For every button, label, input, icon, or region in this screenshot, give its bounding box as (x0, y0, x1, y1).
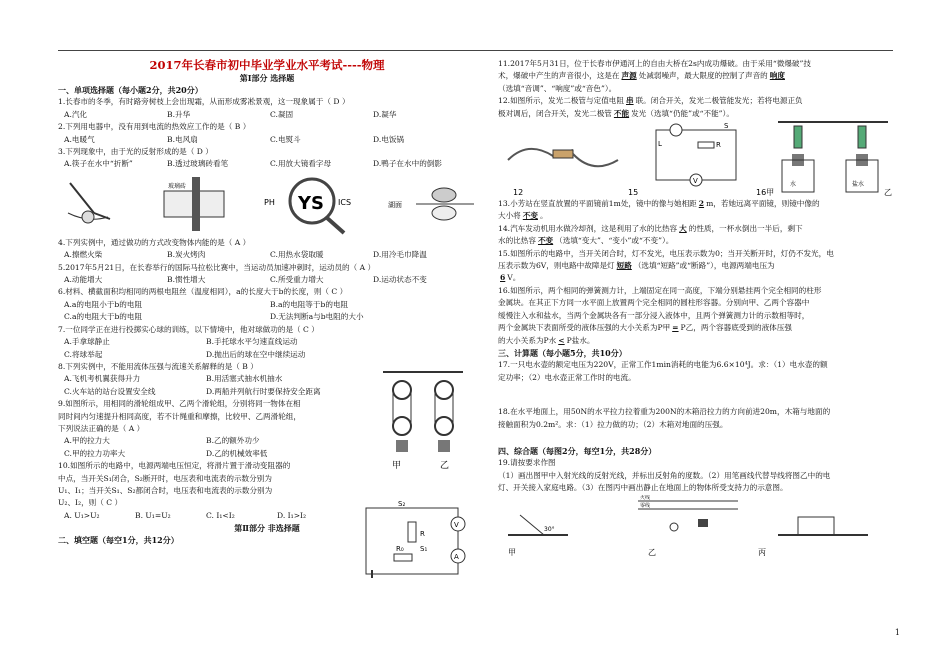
magnifier-figure (260, 173, 370, 235)
option: B.升华 (167, 109, 191, 119)
option: A. U₁>U₂ (64, 510, 100, 520)
q16-line4 (498, 322, 898, 334)
q4-options (58, 249, 476, 261)
q19-figures (498, 495, 898, 559)
option: B.惯性增大 (167, 275, 206, 285)
fig15-label: 15 (628, 188, 639, 198)
q14-answer1: 大 (679, 223, 687, 233)
option: B.乙的额外功少 (206, 436, 260, 446)
duck-reflection-figure (386, 173, 476, 235)
option: D.两船并列航行时要保持安全距离 (206, 386, 321, 396)
q11-answer1: 声源 (621, 71, 637, 81)
q3-options (58, 158, 476, 170)
q19-line2: （1）画出图甲中入射光线的反射光线，并标出反射角的度数。（2）用笔画线代替导线将图乙中的电 (498, 470, 831, 480)
q17-line1: 17.一只电水壶的额定电压为220V，正常工作1min消耗的电能为6.6×10⁴J。求：（1）电水壶的额 (498, 360, 828, 370)
q7-options-2 (58, 349, 348, 361)
header-rule (58, 50, 893, 51)
label-jia: 甲 (392, 461, 402, 471)
q10-line: 10.如图所示的电路中，电源两端电压恒定，将滑片置于滑动变阻器的 (58, 461, 291, 471)
q9-line: 同时间内匀速提升相同高度，若不计绳重和摩擦，比较甲、乙两滑轮组， (58, 411, 301, 421)
option: B.透过玻璃砖看笔 (167, 159, 229, 169)
letters-mid: YS (298, 192, 324, 214)
section1-heading: 一、单项选择题（每小题2分，共20分） (58, 85, 203, 95)
page-number: 1 (894, 628, 900, 637)
q2-options (58, 134, 476, 146)
q16-line: 金属块。在其正下方同一水平面上放置两个完全相同的圆柱形容器。分别向甲、乙两个容器中 (498, 298, 810, 308)
q11-line3: （选填“音调”、“响度”或“音色”）。 (498, 83, 617, 93)
q10-circuit-figure (358, 498, 473, 580)
fig19-jia: 甲 (508, 547, 516, 557)
q13-text: 。 (539, 211, 548, 221)
option: A.动能增大 (64, 275, 103, 285)
q15-text: 压表示数为6V，则电路中故障是灯 (498, 261, 615, 271)
q16-answer2: < (558, 335, 565, 345)
option: C.甲的拉力功率大 (64, 448, 126, 458)
option: C.所受重力增大 (270, 275, 324, 285)
q12-answer2: 不能 (613, 108, 630, 118)
q4-stem: 4.下列实例中，通过做功的方式改变物体内能的是（ A ） (58, 237, 251, 247)
option: C.a的电阻大于b的电阻 (64, 312, 143, 322)
q14-line2 (498, 235, 898, 247)
option: B.炭火烤肉 (167, 250, 206, 260)
q15-answer1: 短路 (616, 261, 632, 271)
letters-right: ICS (338, 197, 352, 207)
q11-text: 处减弱噪声，最大限度的控制了声音的 (638, 71, 768, 81)
q17-line2: 定功率；（2）电水壶正常工作时的电流。 (498, 372, 636, 382)
q15-line2 (498, 260, 898, 272)
resistor-r0-label: R₀ (396, 545, 404, 553)
q19-line1: 19.请按要求作图 (498, 458, 556, 468)
option: D.凝华 (373, 109, 397, 119)
q16-text: 的大小关系为P水 (498, 335, 557, 345)
q8-stem: 8.下列实例中，不能用流体压强与流速关系解释的是（ B ） (58, 361, 258, 371)
lamp-label: L (658, 140, 662, 149)
left-column (58, 58, 476, 561)
figures-12-15-16 (498, 120, 898, 198)
q15-text: （选填“短路”或“断路”），电源两端电压为 (633, 261, 775, 271)
q16-line5 (498, 335, 898, 347)
option: C.凝固 (270, 109, 294, 119)
option: D.运动状态不变 (373, 275, 427, 285)
option: D. I₁>I₂ (277, 510, 307, 520)
q8-options-2 (58, 386, 348, 398)
switch-label: S (724, 122, 729, 131)
q10-line: U₁、I₁；当开关S₁、S₂都闭合时，电压表和电流表的示数分别为 (58, 485, 273, 495)
q8-options (58, 373, 348, 385)
q10-line: 中点，当开关S₁闭合，S₂断开时，电压表和电流表的示数分别为 (58, 473, 272, 483)
q13-answer2: 不变 (522, 211, 538, 221)
q16-text: P乙，两个容器底受到的液体压强 (680, 323, 792, 333)
q7-stem: 7.一位同学正在进行投掷实心球的训练，以下情境中，他对球做功的是（ C ） (58, 324, 319, 334)
q14-text: 的性质，一杯水倒出一半后，剩下 (688, 223, 803, 233)
option: A.电暖气 (64, 134, 95, 144)
q13-line2 (498, 210, 898, 222)
q13-text: 13.小芳站在竖直放置的平面镜前1m处，镜中的像与她相距 (498, 199, 697, 209)
q12-text: 发光（选填“仍能”或“不能”）。 (631, 108, 734, 118)
pulley-figure (378, 368, 468, 476)
q18-line2: 接触面积为0.2m²。求：（1）拉力做的功；（2）木箱对地面的压强。 (498, 419, 728, 429)
figure-strip (498, 120, 898, 198)
exam-title: 2017年长春市初中毕业学业水平考试----物理 (149, 58, 385, 72)
water-label: 水 (790, 181, 797, 189)
q12-answer1: 串 (625, 96, 634, 106)
fig12-label: 12 (513, 188, 524, 198)
q12-text: 联。闭合开关，发光二极管能发光；若将电源正负 (635, 96, 803, 106)
zero-wire-label: 零线 (640, 502, 651, 509)
q11-answer2: 响度 (769, 71, 785, 81)
section4-heading: 四、综合题（每图2分，每空1分，共28分） (498, 445, 657, 456)
fig19-yi: 乙 (648, 547, 656, 557)
q12-line2 (498, 108, 898, 120)
switch-s1-label: S₁ (420, 545, 428, 553)
q9-options-2 (58, 448, 348, 460)
q9-line: 下列说法正确的是（ A ） (58, 423, 145, 433)
q16-text: 两个金属块下表面所受的液体压强的大小关系为P甲 (498, 323, 671, 333)
letters-left: PH (264, 197, 275, 207)
q13-line1 (498, 198, 898, 210)
lake-label: 湖面 (388, 200, 402, 209)
q13-text: m，若她远离平面镜，则镜中像的 (706, 199, 820, 209)
option: B. U₁=U₂ (135, 510, 171, 520)
part1-heading: 第Ⅰ部分 选择题 (239, 73, 295, 83)
option: B.用活塞式抽水机抽水 (206, 374, 283, 384)
fig16-label: 16甲 (756, 188, 775, 198)
q18-line1: 18.在水平地面上，用50N的水平拉力拉着重为200N的木箱沿拉力的方向前进20m，木箱与地面的 (498, 407, 831, 417)
q11-text: 术，爆破中产生的声音很小，这是在 (498, 71, 620, 81)
q15-text: V。 (507, 273, 521, 283)
option: B.电风扇 (167, 134, 198, 144)
option: D.鸭子在水中的倒影 (373, 159, 442, 169)
q6-options (58, 299, 476, 311)
q16-line: 16.如图所示，两个相同的弹簧测力计，上端固定在同一高度，下端分别悬挂两个完全相同的柱形 (498, 285, 822, 295)
section2-heading: 二、填空题（每空1分，共12分） (58, 535, 179, 546)
q1-options (58, 109, 476, 121)
q12-line1 (498, 95, 898, 107)
option: D.电饭锅 (373, 134, 405, 144)
fire-wire-label: 火线 (640, 494, 651, 501)
q15-line3 (498, 272, 898, 284)
option: B.a的电阻等于b的电阻 (270, 299, 349, 309)
q5-stem: 5.2017年5月21日，在长春举行的国际马拉松比赛中，当运动员加速冲刺时，运动员的（ A ） (58, 262, 376, 272)
q10-options (58, 510, 348, 522)
fig16b-label: 乙 (884, 188, 892, 198)
option: B.手托球水平匀速直线运动 (206, 337, 298, 347)
ammeter-label: A (454, 553, 459, 561)
q6-stem: 6.材料、横截面积均相同的两根电阻丝（温度相同），a的长度大于b的长度，则（ C ） (58, 287, 348, 297)
q11-line2 (498, 70, 898, 82)
resistor-label: R (716, 141, 721, 150)
option: C. I₁<I₂ (206, 510, 235, 520)
q15-answer2: 6 (500, 273, 506, 283)
part2-heading: 第Ⅱ部分 非选择题 (234, 523, 300, 534)
q5-options (58, 274, 476, 286)
option: C.电熨斗 (270, 134, 301, 144)
option: A.擦燃火柴 (64, 250, 103, 260)
q14-text: （选填“变大”、“变小”或“不变”）。 (555, 236, 674, 246)
option: A.筷子在水中“折断” (64, 159, 133, 169)
option: A.a的电阻小于b的电阻 (64, 299, 143, 309)
q2-stem: 2.下列用电器中，没有用到电流的热效应工作的是（ B ） (58, 122, 251, 132)
option: A.汽化 (64, 109, 88, 119)
q14-text: 水的比热容 (498, 236, 536, 246)
q9-line: 9.如图所示，用相同的滑轮组成甲、乙两个滑轮组，分别将同一物体在相 (58, 399, 301, 409)
glass-brick-figure (154, 173, 244, 235)
q13-text: 大小将 (498, 211, 521, 221)
q12-text: 极对调后，闭合开关，发光二极管 (498, 108, 612, 118)
q7-options (58, 336, 348, 348)
section3-heading: 三、计算题（每小题5分，共10分） (498, 347, 627, 358)
q6-options-2 (58, 311, 476, 323)
voltmeter-label: V (454, 521, 459, 529)
q11-line1: 11.2017年5月31日，位于长春市伊通河上的自由大桥在2s内成功爆破。由于采用“微爆破”技 (498, 59, 811, 68)
chopsticks-in-water-figure (58, 173, 138, 235)
voltmeter15-label: V (693, 177, 698, 186)
q3-stem: 3.下列现象中，由于光的反射形成的是（ D ） (58, 147, 213, 157)
label-yi: 乙 (440, 461, 450, 471)
option: A.飞机考机翼获得升力 (64, 374, 141, 384)
option: D.抛出后的球在空中继续运动 (206, 349, 306, 359)
q9-options (58, 435, 348, 447)
option: D.用冷毛巾降温 (373, 250, 427, 260)
q14-text: 14.汽车发动机用水做冷却剂，这是利用了水的比热容 (498, 223, 678, 233)
option: C.将球举起 (64, 349, 103, 359)
option: A.甲的拉力大 (64, 436, 110, 446)
salt-label: 盐水 (852, 181, 865, 189)
option: D.乙的机械效率低 (206, 448, 268, 458)
q16-answer1: = (672, 323, 679, 333)
option: C.用热水袋取暖 (270, 250, 324, 260)
q1-stem: 1.长春市的冬季，有时路旁树枝上会出现霜，从而形成雾凇景观，这一现象属于（ D ） (58, 97, 350, 107)
option: D.无法判断a与b电阻的大小 (270, 312, 364, 322)
q3-figures (58, 173, 476, 235)
q16-line: 缓慢注入水和盐水，当两个金属块各有一部分浸入液体中，且两个弹簧测力计的示数相等时， (498, 310, 810, 320)
q14-answer2: 不变 (537, 236, 554, 246)
option: A.手拿球静止 (64, 337, 110, 347)
option: C.用放大镜看字母 (270, 159, 332, 169)
q13-answer1: 2 (698, 199, 705, 209)
q16-text: P盐水。 (566, 335, 595, 345)
q15-line1: 15.如图所示的电路中，当开关闭合时，灯不发光，电压表示数为0；当开关断开时，灯仍不发光，电 (498, 248, 834, 258)
q14-line1 (498, 223, 898, 235)
resistor-r-label: R (420, 530, 425, 538)
angle-label: 30° (544, 525, 555, 533)
switch-s2-label: S₂ (398, 500, 406, 508)
q19-line3: 灯、开关接入家庭电路。（3）在图丙中画出静止在地面上的物体所受支持力的示意图。 (498, 483, 788, 493)
q12-text: 12.如图所示，发光二极管与定值电阻 (498, 96, 624, 106)
glass-label: 玻璃砖 (168, 182, 187, 190)
q10-line: U₂、I₂，则（ C ） (58, 498, 123, 508)
option: C.火车站的站台设置安全线 (64, 386, 156, 396)
right-column (498, 58, 898, 563)
fig19-bing: 丙 (758, 547, 766, 557)
